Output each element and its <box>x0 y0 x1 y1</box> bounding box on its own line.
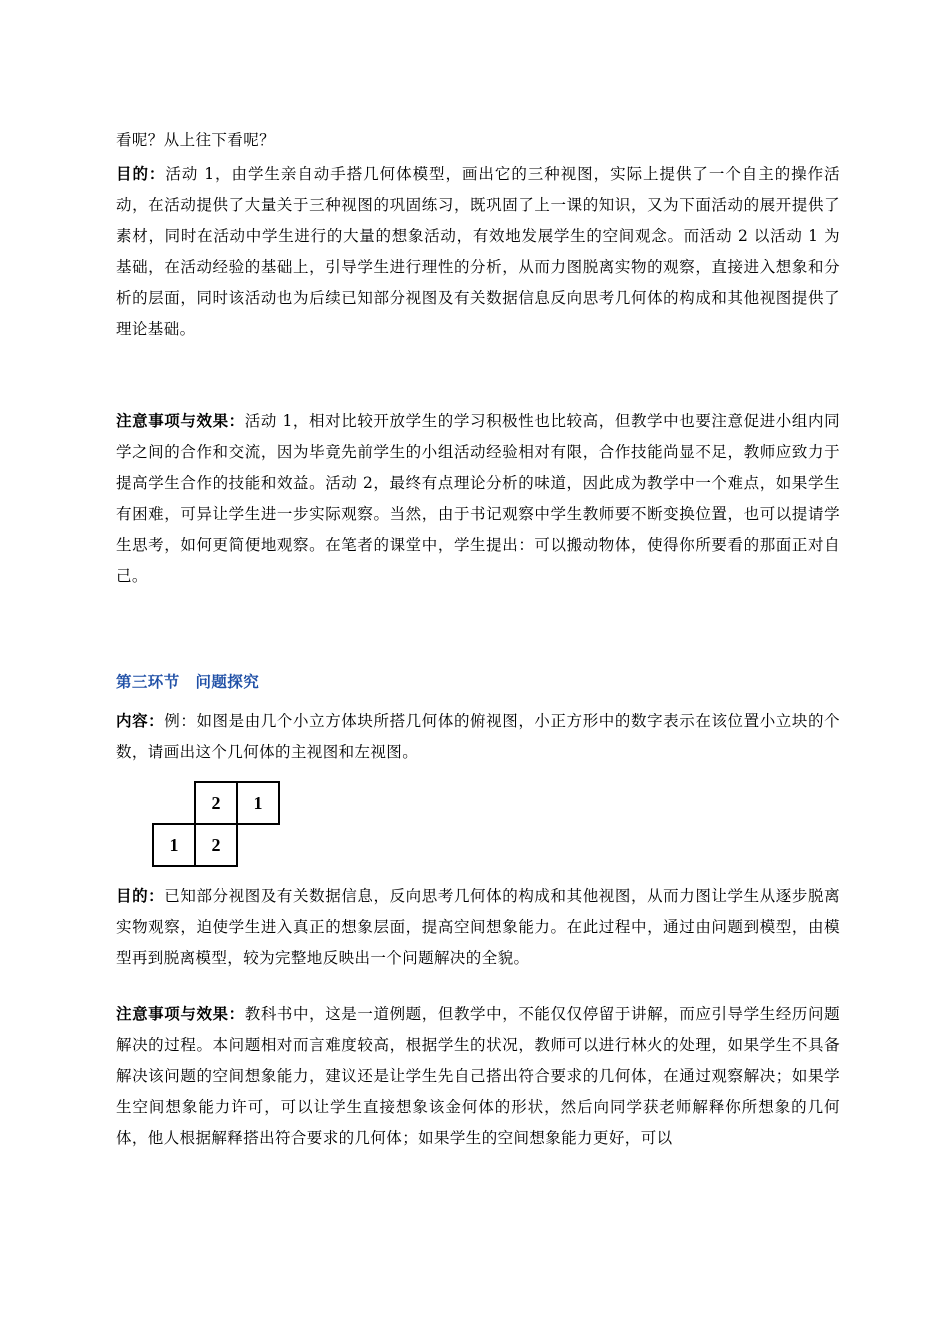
paragraph-content <box>116 705 840 768</box>
notes-label: 注意事项与效果： <box>116 1004 245 1023</box>
section-heading: 第三环节 问题探究 <box>116 672 260 691</box>
paragraph-notes-1 <box>116 405 840 592</box>
paragraph-notes-2 <box>116 998 840 1154</box>
content-label: 内容： <box>116 711 165 730</box>
paragraph-text: 已知部分视图及有关数据信息，反向思考几何体的构成和其他视图，从而力图让学生从逐步脱离实物观察，迫使学生进入真正的想象层面，提高空间想象能力。在此过程中，通过由问题到模型，由模型再到脱离模型，较为完整地反映出一个问题解决的全貌。 <box>116 887 840 967</box>
grid-cell: 2 <box>194 781 238 825</box>
grid-cell: 2 <box>194 823 238 867</box>
paragraph-text: 活动 1，相对比较开放学生的学习积极性也比较高，但教学中也要注意促进小组内同学之间的合作和交流，因为毕竟先前学生的小组活动经验相对有限，合作技能尚显不足，教师应致力于提高学生合作的技能和效益。活动 2，最终有点理论分析的味道，因此成为教学中一个难点，如果学生有困难，可异让学生进一步实际观察。当然，由于书记观察中学生教师要不断变换位置，也可以提请学生思考，如何更简便地观察。在笔者的课堂中，学生提出：可以搬动物体，使得你所要看的那面正对自己。 <box>116 412 840 585</box>
paragraph-text: 例：如图是由几个小立方体块所搭几何体的俯视图，小正方形中的数字表示在该位置小立块的个数，请画出这个几何体的主视图和左视图。 <box>116 712 840 761</box>
purpose-label: 目的： <box>116 886 165 905</box>
purpose-label: 目的： <box>116 164 166 183</box>
paragraph-continuation <box>116 125 840 156</box>
paragraph-text: 活动 1，由学生亲自动手搭几何体模型，画出它的三种视图，实际上提供了一个自主的操作活动，在活动提供了大量关于三种视图的巩固练习，既巩固了上一课的知识，又为下面活动的展开提供了素材，同时在活动中学生进行的大量的想象活动，有效地发展学生的空间观念。而活动 2 以活动 1 为基础，在活动经验的基础上，引导学生进行理性的分析，从而力图脱离实物的观察，直接进入想象和分析的层面，同时该活动也为后续已知部分视图及有关数据信息反向思考几何体的构成和其他视图提供了理论基础。 <box>116 165 841 338</box>
paragraph-text: 教科书中，这是一道例题，但教学中，不能仅仅停留于讲解，而应引导学生经历问题解决的过程。本问题相对而言难度较高，根据学生的状况，教师可以进行林火的处理，如果学生不具备解决该问题的空间想象能力，建议还是让学生先自己搭出符合要求的几何体，在通过观察解决；如果学生空间想象能力许可，可以让学生直接想象该金何体的形状，然后向同学获老师解释你所想象的几何体，他人根据解释搭出符合要求的几何体；如果学生的空间想象能力更好，可以 <box>116 1005 840 1147</box>
notes-label: 注意事项与效果： <box>116 411 245 430</box>
paragraph-text: 看呢？从上往下看呢？ <box>116 131 276 149</box>
top-view-figure <box>150 781 290 871</box>
paragraph-purpose-1 <box>116 158 840 345</box>
grid-cell: 1 <box>152 823 196 867</box>
grid-cell: 1 <box>236 781 280 825</box>
paragraph-purpose-2 <box>116 880 840 974</box>
